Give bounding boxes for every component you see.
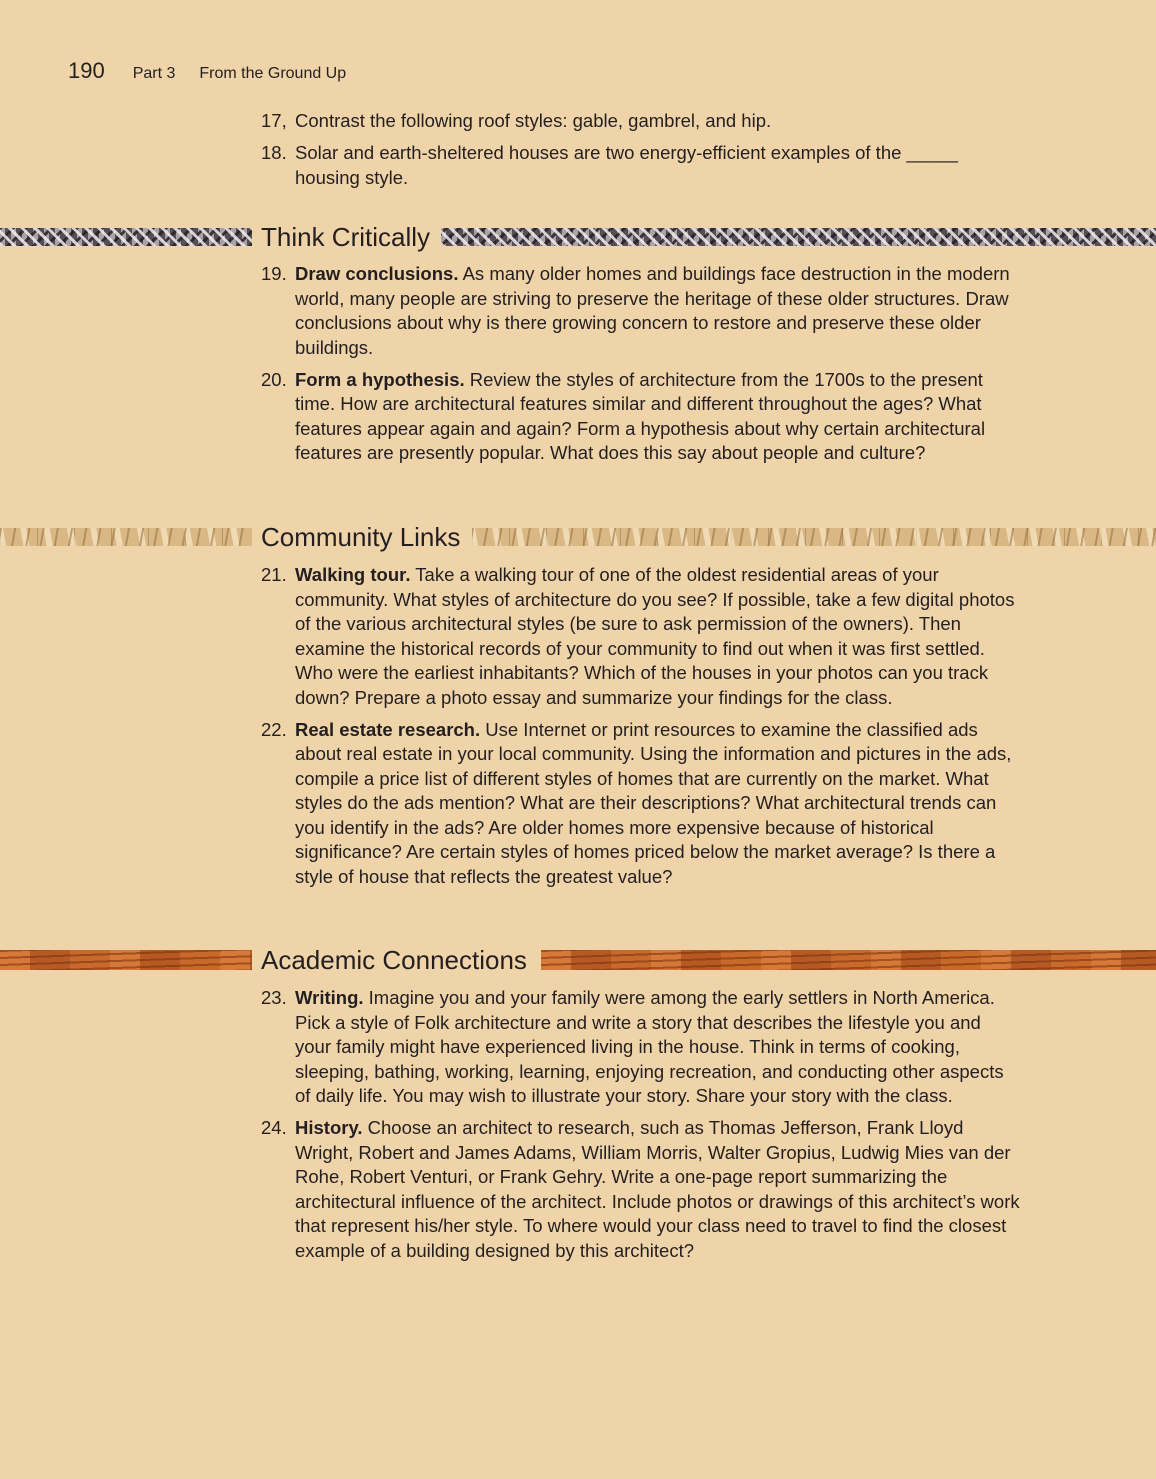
decorative-band-right bbox=[472, 528, 1156, 546]
question-item bbox=[261, 718, 1021, 890]
question-text: Contrast the following roof styles: gable, gambrel, and hip. bbox=[295, 110, 772, 131]
part-label: Part 3 bbox=[132, 65, 176, 82]
question-item bbox=[261, 109, 1021, 134]
question-text: Imagine you and your family were among the early settlers in North America. Pick a style of Folk architecture and write a story that describes the lifestyle you and your family might have experienced living in the house. Think in terms of cooking, sleeping, bathing, working, learning, enjoying recreation, and conducting other aspects of daily life. You may wish to illustrate your story. Share your story with the class. bbox=[295, 987, 1004, 1106]
question-item bbox=[261, 141, 1021, 190]
question-number: 23. bbox=[261, 987, 287, 1008]
page-number: 190 bbox=[68, 58, 105, 83]
question-item bbox=[261, 368, 1021, 466]
question-lead: Walking tour. bbox=[295, 564, 411, 585]
community-links-question-list bbox=[261, 563, 1021, 897]
question-lead: History. bbox=[295, 1117, 363, 1138]
question-number: 24. bbox=[261, 1117, 287, 1138]
part-title: From the Ground Up bbox=[199, 65, 347, 82]
question-item bbox=[261, 563, 1021, 710]
section-title: Community Links bbox=[261, 519, 468, 555]
running-head bbox=[68, 58, 346, 84]
question-number: 20. bbox=[261, 368, 287, 390]
question-body bbox=[295, 718, 1021, 890]
academic-connections-question-list bbox=[261, 986, 1021, 1271]
question-body bbox=[295, 262, 1021, 360]
question-lead: Real estate research. bbox=[295, 718, 481, 740]
question-number: 21. bbox=[261, 564, 287, 585]
question-lead: Draw conclusions. bbox=[295, 263, 459, 284]
question-item bbox=[261, 262, 1021, 360]
decorative-band-right bbox=[441, 228, 1156, 246]
question-text: Use Internet or print resources to examine the classified ads about real estate in your local community. Using the information and pictures in the ads, compile a price list of different styles of homes that are currently on the market. What styles do the ads mention? What are their descriptions? What architectural trends can you identify in the ads? Are older homes more expensive because of historical significance? Are certain styles of homes priced below the market average? Is there a style of house that reflects the greatest value? bbox=[295, 718, 1012, 887]
decorative-band-left bbox=[0, 528, 252, 546]
question-item bbox=[261, 986, 1021, 1109]
section-title: Think Critically bbox=[261, 219, 438, 255]
question-item bbox=[261, 1116, 1021, 1263]
question-body bbox=[295, 368, 1021, 466]
question-number: 22. bbox=[261, 718, 287, 740]
decorative-band-right bbox=[541, 950, 1156, 970]
section-title: Academic Connections bbox=[261, 942, 535, 978]
section-header-community-links bbox=[0, 519, 1156, 555]
question-lead: Form a hypothesis. bbox=[295, 368, 465, 390]
question-text: Solar and earth-sheltered houses are two energy-efficient examples of the _____ housing style. bbox=[295, 142, 958, 188]
question-number: 19. bbox=[261, 263, 287, 284]
question-text: Review the styles of architecture from the 1700s to the present time. How are architectural features similar and different throughout the ages? What features appear again and again? Form a hypothesis about why certain architectural features are presently popular. What does this say about people and culture? bbox=[295, 368, 986, 463]
think-critically-question-list bbox=[261, 262, 1021, 473]
section-header-academic-connections bbox=[0, 942, 1156, 978]
intro-question-list bbox=[261, 109, 1021, 198]
question-text: Take a walking tour of one of the oldest residential areas of your community. What styles of architecture do you see? If possible, take a few digital photos of the various architectural styles (be sure to ask permission of the owners). Then examine the historical records of your community to find out when it was first settled. Who were the earliest inhabitants? Which of the houses in your photos can you track down? Prepare a photo essay and summarize your findings for the class. bbox=[295, 564, 1015, 708]
decorative-band-left bbox=[0, 228, 252, 246]
question-number: 17, bbox=[261, 110, 287, 131]
decorative-band-left bbox=[0, 950, 252, 970]
question-text: Choose an architect to research, such as Thomas Jefferson, Frank Lloyd Wright, Robert and James Adams, William Morris, Walter Gropius, Ludwig Mies van der Rohe, Robert Venturi, or Frank Gehry. Write a one-page report summarizing the architectural influence of the architect. Include photos or drawings of this architect’s work that represent his/her style. To where would your class need to travel to find the closest example of a building designed by this architect? bbox=[295, 1117, 1020, 1261]
question-number: 18. bbox=[261, 142, 287, 163]
question-body bbox=[295, 986, 1021, 1109]
section-header-think-critically bbox=[0, 219, 1156, 255]
question-lead: Writing. bbox=[295, 987, 364, 1008]
question-body bbox=[295, 563, 1021, 710]
question-body bbox=[295, 1116, 1021, 1263]
question-text: As many older homes and buildings face destruction in the modern world, many people are striving to preserve the heritage of these older structures. Draw conclusions about why is there growing concern to restore and preserve these older buildings. bbox=[295, 263, 1010, 358]
